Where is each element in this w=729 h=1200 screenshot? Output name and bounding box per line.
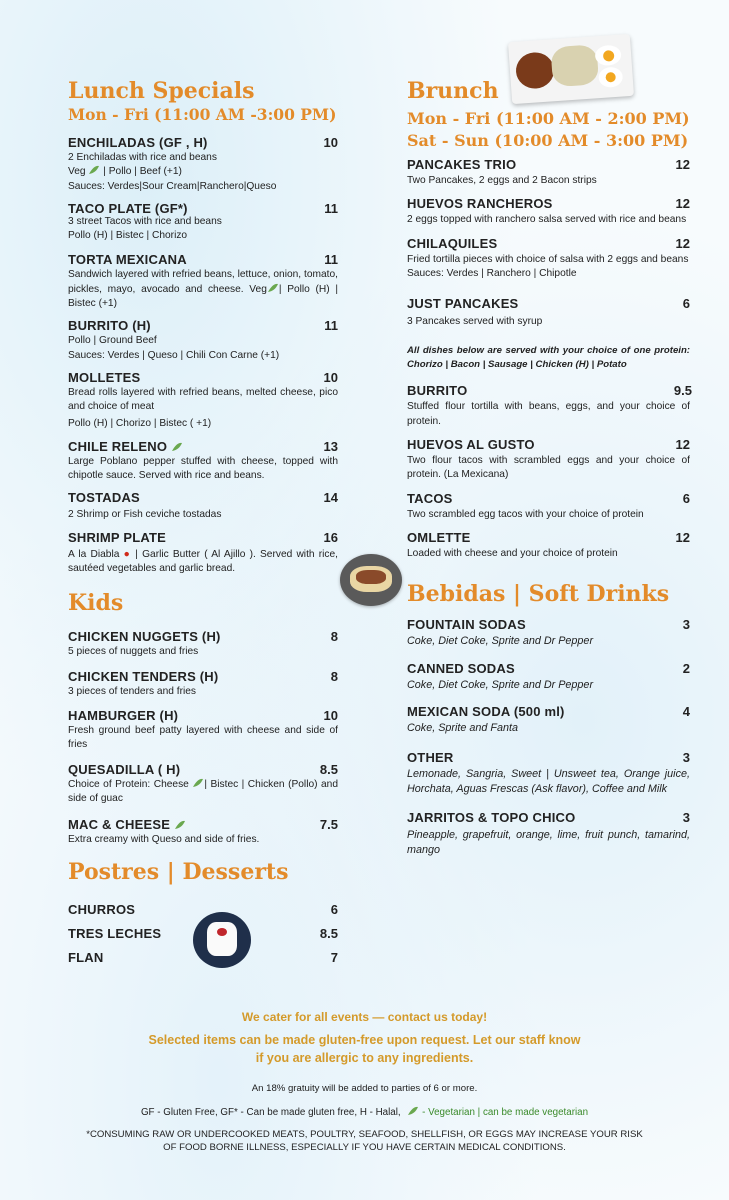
item-desc-options: | Pollo (H) | Bistec (+1)	[68, 283, 338, 310]
item-desc: 5 pieces of nuggets and fries	[68, 646, 199, 658]
menu-item	[407, 809, 690, 858]
item-name: SHRIMP PLATE	[68, 529, 166, 545]
item-price: 7	[330, 950, 338, 966]
item-price: 8	[330, 629, 338, 645]
cater-banner: We cater for all events — contact us today!	[241, 1010, 488, 1024]
menu-item	[68, 949, 338, 966]
item-price: 6	[330, 902, 338, 918]
item-desc-prefix: A la Diabla	[68, 548, 120, 560]
item-desc: Stuffed flour tortilla with beans, eggs, and your choice of protein.	[407, 401, 690, 427]
menu-item	[68, 529, 338, 577]
item-price: 8.5	[319, 761, 338, 777]
leaf-icon	[171, 439, 183, 449]
leaf-icon	[192, 778, 204, 788]
item-name: PANCAKES TRIO	[407, 157, 517, 172]
item-name: TORTA MEXICANA	[68, 252, 187, 268]
item-desc: 2 Enchiladas with rice and beans	[68, 152, 217, 163]
menu-item	[68, 489, 338, 522]
item-desc: Fried tortilla pieces with choice of salsa with 2 eggs and beans	[407, 253, 689, 265]
item-desc-text: Choice of Protein: Cheese	[68, 778, 189, 790]
item-price: 16	[323, 529, 338, 545]
menu-item	[407, 235, 690, 282]
item-desc: Coke, Diet Coke, Sprite and Dr Pepper	[407, 635, 594, 648]
item-name: CHICKEN TENDERS (H)	[68, 668, 219, 684]
item-price: 12	[675, 196, 690, 212]
leaf-icon	[88, 165, 100, 175]
item-name: BURRITO	[407, 383, 468, 399]
item-price: 11	[324, 200, 338, 216]
item-price: 2	[682, 660, 690, 676]
menu-item	[68, 925, 338, 942]
menu-item	[407, 436, 690, 483]
item-name: HUEVOS AL GUSTO	[407, 437, 535, 453]
item-desc: 3 pieces of tenders and fries	[68, 685, 196, 697]
item-price: 3	[682, 810, 690, 826]
item-name: QUESADILLA ( H)	[68, 761, 181, 777]
leaf-icon	[267, 283, 279, 293]
menu-item	[68, 761, 338, 807]
item-desc: Two flour tacos with scrambled eggs and your choice of protein. (La Mexicana)	[407, 455, 690, 481]
item-desc-sauces: Sauces: Verdes | Queso | Chili Con Carne (+1)	[68, 349, 280, 361]
item-price: 3	[682, 617, 690, 633]
menu-item	[407, 529, 690, 561]
item-desc: 3 street Tacos with rice and beans	[68, 215, 222, 227]
item-name: MOLLETES	[68, 369, 141, 385]
item-name: HUEVOS RANCHEROS	[407, 196, 553, 212]
warning-line-1: *CONSUMING RAW OR UNDERCOOKED MEATS, POULTRY, SEAFOOD, SHELLFISH, OR EGGS MAY INCREASE YOUR RISK	[86, 1129, 643, 1140]
item-desc	[68, 548, 338, 577]
item-price: 3	[682, 750, 690, 766]
menu-item	[68, 317, 338, 363]
item-price: 6	[682, 296, 690, 312]
menu-item	[407, 156, 690, 188]
item-desc-options: Pollo (H) | Bistec | Chorizo	[68, 230, 188, 242]
item-name: TACOS	[407, 490, 453, 506]
item-price: 10	[323, 135, 338, 150]
menu-item	[68, 369, 338, 431]
item-desc	[68, 778, 338, 807]
brunch-hours-weekday: Mon - Fri (11:00 AM - 2:00 PM)	[407, 109, 690, 128]
item-name: CHILE RELENO	[68, 438, 168, 454]
menu-item	[407, 195, 690, 227]
item-price: 9.5	[673, 383, 692, 399]
menu-item	[68, 200, 338, 244]
item-price: 12	[675, 529, 690, 545]
item-desc: Two Pancakes, 2 eggs and 2 Bacon strips	[407, 175, 597, 186]
menu-item	[407, 749, 690, 797]
brunch-hours-weekend: Sat - Sun (10:00 AM - 3:00 PM)	[407, 131, 689, 150]
item-price: 8	[330, 668, 338, 684]
item-desc-sauces: Sauces: Verdes|Sour Cream|Ranchero|Queso	[68, 180, 277, 192]
menu-item	[68, 628, 338, 659]
item-name: TACO PLATE (GF*)	[68, 200, 188, 216]
gratuity-notice: An 18% gratuity will be added to parties of 6 or more.	[251, 1083, 478, 1094]
item-desc-options: | Pollo | Beef (+1)	[100, 166, 182, 178]
menu-item	[68, 816, 338, 847]
item-name: FLAN	[68, 950, 104, 966]
left-column	[68, 78, 338, 966]
item-desc-options: Pollo (H) | Chorizo | Bistec ( +1)	[68, 417, 212, 429]
menu-item	[407, 616, 690, 648]
item-name: TRES LECHES	[68, 926, 162, 942]
item-desc-text: | Garlic Butter ( Al Ajillo ). Served with rice, sautéed vegetables and garlic bread.	[68, 548, 338, 575]
item-name: ENCHILADAS (GF , H)	[68, 135, 208, 150]
item-name: CANNED SODAS	[407, 660, 515, 676]
item-price: 12	[675, 437, 690, 453]
menu-item	[68, 707, 338, 753]
menu-item	[68, 134, 338, 194]
item-desc: 2 eggs topped with ranchero salsa served with rice and beans	[407, 214, 687, 226]
item-name: MEXICAN SODA (500 ml)	[407, 703, 565, 719]
consumption-warning	[0, 1128, 729, 1154]
item-name: FOUNTAIN SODAS	[407, 617, 526, 633]
item-desc-options: | Bistec | Chicken (Pollo) and side of guac	[68, 778, 338, 804]
item-price: 4	[682, 703, 690, 719]
legend-dash: -	[419, 1107, 429, 1118]
item-desc-text: Sandwich layered with refried beans, lettuce, onion, tomato, pickles, mayo, avocado and cheese. Veg	[68, 269, 338, 295]
item-name: MAC & CHEESE	[68, 817, 171, 833]
item-desc: Two scrambled egg tacos with your choice of protein	[407, 508, 644, 520]
menu-item	[407, 382, 690, 429]
item-name: OTHER	[407, 750, 454, 766]
item-price: 10	[323, 369, 338, 385]
right-column	[407, 78, 690, 858]
item-price: 8.5	[319, 926, 338, 942]
menu-item	[407, 295, 690, 329]
drinks-title: Bebidas | Soft Drinks	[407, 581, 670, 608]
kids-title: Kids	[68, 590, 124, 617]
item-desc: Coke, Diet Coke, Sprite and Dr Pepper	[407, 678, 594, 691]
item-price: 10	[323, 707, 338, 723]
protein-note: All dishes below are served with your choice of one protein: Chorizo | Bacon | Sausage | Chicken (H) | Potato	[407, 345, 690, 371]
legend-veg: Vegetarian | can be made vegetarian	[428, 1107, 589, 1118]
lunch-hours: Mon - Fri (11:00 AM -3:00 PM)	[68, 105, 337, 124]
item-price: 12	[675, 235, 690, 251]
item-name: JUST PANCAKES	[407, 296, 519, 312]
leaf-icon	[407, 1106, 419, 1116]
item-desc: Bread rolls layered with refried beans, melted cheese, pico and choice of meat	[68, 386, 338, 413]
item-name: BURRITO (H)	[68, 318, 151, 334]
item-price: 14	[323, 490, 338, 506]
item-name-row	[68, 438, 338, 455]
menu-item	[68, 438, 338, 484]
item-name: CHILAQUILES	[407, 235, 498, 251]
menu-item	[68, 251, 338, 311]
item-desc: Extra creamy with Queso and side of fries.	[68, 834, 260, 846]
menu-item	[407, 703, 690, 735]
item-name: CHURROS	[68, 902, 136, 918]
item-desc: Coke, Sprite and Fanta	[407, 721, 519, 734]
menu-item	[68, 901, 338, 918]
gluten-free-line-2: if you are allergic to any ingredients.	[255, 1051, 474, 1065]
warning-line-2: OF FOOD BORNE ILLNESS, ESPECIALLY IF YOU HAVE CERTAIN MEDICAL CONDITIONS.	[163, 1142, 566, 1153]
item-price: 12	[675, 157, 690, 172]
item-price: 11	[324, 252, 338, 268]
item-desc: Loaded with cheese and your choice of protein	[407, 547, 618, 559]
item-name: JARRITOS & TOPO CHICO	[407, 810, 576, 826]
leaf-icon	[174, 817, 186, 827]
gluten-free-notice	[0, 1031, 729, 1067]
item-desc: Lemonade, Sangria, Sweet | Unsweet tea, Orange juice, Horchata, Aguas Frescas (Ask flavor), Coffee and Milk	[407, 768, 690, 796]
gluten-free-line-1: Selected items can be made gluten-free upon request. Let our staff know	[148, 1033, 581, 1047]
tacos-plate-image	[340, 554, 402, 606]
item-name: OMLETTE	[407, 529, 471, 545]
brunch-title: Brunch	[407, 78, 499, 104]
desserts-title: Postres | Desserts	[68, 859, 289, 886]
item-desc: Pollo | Ground Beef	[68, 335, 157, 347]
item-name-row	[68, 816, 338, 833]
veg-label: Veg	[68, 166, 86, 178]
item-desc: Fresh ground beef patty layered with cheese and side of fries	[68, 724, 338, 751]
menu-item	[407, 490, 690, 522]
item-desc: Large Poblano pepper stuffed with cheese, topped with chipotle sauce. Served with rice and beans.	[68, 455, 338, 482]
legend	[0, 1106, 729, 1118]
item-desc: 3 Pancakes served with syrup	[407, 316, 543, 328]
item-name: CHICKEN NUGGETS (H)	[68, 629, 221, 645]
menu-item	[68, 668, 338, 699]
item-price: 13	[323, 438, 338, 454]
item-desc: 2 Shrimp or Fish ceviche tostadas	[68, 509, 222, 521]
item-price: 6	[682, 490, 690, 506]
lunch-title: Lunch Specials	[68, 78, 255, 104]
item-desc: Pineapple, grapefruit, orange, lime, fruit punch, tamarind, mango	[407, 829, 690, 857]
item-price: 11	[324, 318, 338, 334]
item-name: HAMBURGER (H)	[68, 707, 179, 723]
chili-icon: ●	[123, 548, 132, 560]
menu-item	[407, 660, 690, 692]
item-desc-veg	[68, 165, 338, 179]
item-name: TOSTADAS	[68, 490, 140, 506]
legend-text: GF - Gluten Free, GF* - Can be made gluten free, H - Halal,	[140, 1107, 401, 1118]
item-desc	[68, 268, 338, 311]
item-price: 7.5	[319, 817, 338, 833]
item-desc-sauces: Sauces: Verdes | Ranchero | Chipotle	[407, 267, 577, 279]
